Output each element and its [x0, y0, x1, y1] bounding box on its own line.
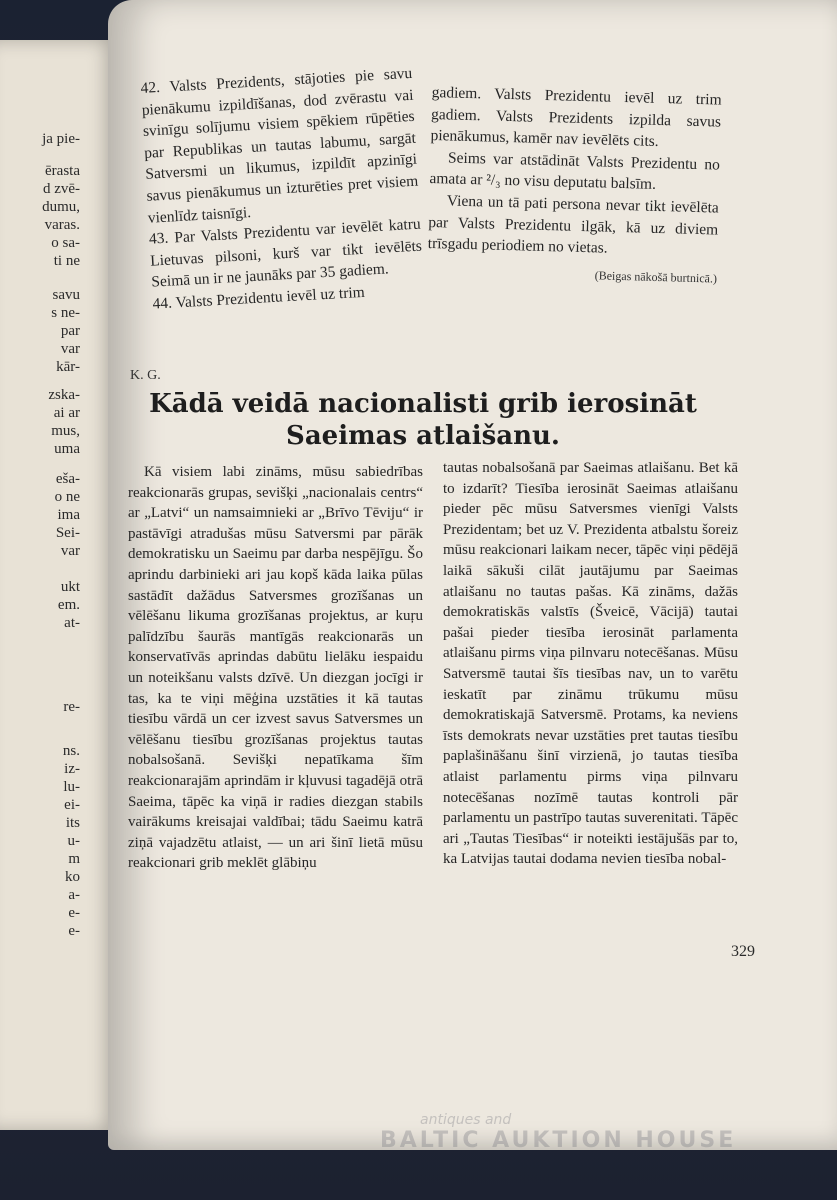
left-page-fragment: ai ar [53, 405, 80, 421]
left-page-fragment: e- [68, 905, 80, 921]
author-initials: K. G. [130, 368, 161, 383]
left-page-fragment: em. [57, 597, 80, 613]
left-page-fragment: re- [63, 699, 80, 715]
left-page-fragment: ei- [64, 797, 80, 813]
left-page-fragment: o sa- [51, 235, 80, 251]
left-page-fragment: dumu, [42, 199, 80, 215]
statute-paragraph-2: Seims var atstādināt Valsts Prezidentu no amata ar ²/₃ no visu deputatu balsīm. [429, 149, 721, 194]
left-page-fragment: d zvē- [42, 181, 80, 197]
left-page-fragment: its [65, 815, 80, 831]
left-page-fragment: kār- [56, 359, 80, 375]
page-number: 329 [731, 943, 755, 960]
left-page-fragment: u- [67, 833, 80, 849]
article-left-column [128, 462, 423, 874]
left-page-fragment: ns. [62, 743, 80, 759]
article-right-column [443, 458, 738, 870]
left-page-fragment: iz- [64, 761, 80, 777]
left-page-fragment: ja pie- [42, 131, 80, 147]
watermark-line-1: antiques and [420, 1112, 512, 1128]
left-page-fragment: Sei- [55, 525, 80, 541]
left-page-fragment: varas. [44, 217, 80, 233]
left-page-fragment: ērasta [45, 163, 80, 179]
auction-watermark [380, 1112, 780, 1153]
article-right-text: tautas nobalsošanā par Saeimas atlaišanu. Bet kā to izdarīt? Tiesība ierosināt Saeimas atlaišanu pieder pēc mūsu Satversmes vienīgi Valsts Prezidentam; bet uz V. Prezidenta atbalstu šoreiz mūsu reakcionari laikam necer, tāpēc viņi pēdējā laikā sākuši cilāt jautājumu par Saeimas atlaišanu no tautas pašas. Kā zināms, dažās demokratiskās valstīs (Šveicē, Vācijā) tautai pašai pieder tiesība ierosināt parlamenta atlaišanu pirms viņa pilnvaru notecēšanas. Mūsu Satversmē tautai šīs tiesības nav, un to varētu ieskatīt par zināmu trūkumu mūsu demokratiskajā Satversmē. Protams, ka neviens īsts demokrats nevar uzstāties pret tautas tiesību paplašināšanu šinī virzienā, jo tautas tiesība atlaist parlamentu pirms viņa pilnvaru notecēšanas nozīmē tautas kontroli pār parlamentu un pastrīpo tautas suverenitati. Tāpēc ari „Tautas Tiesības“ ir noteikti iestājušās par to, ka Latvijas tautai dodama nevien tiesība nobal- [443, 460, 738, 868]
left-page-fragment: ti ne [53, 253, 80, 269]
left-page-fragment: ko [65, 869, 80, 885]
left-page-fragment: ima [57, 507, 80, 523]
left-page-fragment: var [60, 341, 80, 357]
left-page-fragment: savu [52, 287, 80, 303]
statute-paragraph-1: gadiem. Valsts Prezidentu ievēl uz trim gadiem. Valsts Prezidents izpilda savus pienākumus, kamēr nav ievēlēts cits. [430, 83, 722, 151]
left-page-edge [0, 40, 121, 1130]
continuation-note: (Beigas nākošā burtnicā.) [594, 268, 718, 286]
statute-articles-42-44: 42. Valsts Prezidents, stājoties pie savu pienākumu izpildīšanas, dod zvērastu vai svinīgu solījumu visiem spēkiem rūpēties par Republikas un tautas labumu, sargāt Satversmi un likumus, izpildīt apzinīgi savus pienākumus un izturēties pret visiem vienlīdz taisnīgi. 43. Par Valsts Prezidentu var ievēlēt katru Lietuvas pilsoni, kurš var tikt ievēlēts Seimā un ir ne jaunāks par 35 gadiem. 44. Valsts Prezidentu ievēl uz trim [140, 64, 423, 313]
left-page-fragment: e- [68, 923, 80, 939]
left-page-fragment: eša- [55, 471, 80, 487]
left-page-fragment: mus, [51, 423, 80, 439]
watermark-line-2: BALTIC AUKTION HOUSE [380, 1128, 737, 1153]
article-left-text: Kā visiem labi zināms, mūsu sabiedrības reakcionarās grupas, sevišķi „nacionalais centrs“ ar „Latvi“ un namsaimnieki ar „Brīvo Tēviju“ ir pastāvīgi atradušas mūsu Satversmi par pārāk demokratisku un Saeimu par darba nespējīgu. Šo aprindu darbinieki ari jau kopš kāda laika pūlas sastādīt dažādus Satversmes grozīšanas un vēlēšanu likuma grozīšanas projektus, ar kuŗu palīdzību šaurās mantīgās reakcionarās un konservatīvās aprindas dabūtu lielāku iespaidu un noteikšanu valsts dzīvē. Un diezgan jocīgi ir tas, ka te viņi mēģina uzstāties it kā tautas tiesību vārdā un cer izvest savus Satversmes un vēlēšanu tiesību grozīšanas projektus tautas nobalsošanā. Sevišķi nepatīkama šīm reakcionarajām aprindām ir kļuvusi tagadējā otrā Saeima, tāpēc ka viņā ir radies diezgan stabils vairākums kreisajai valdībai; tādu Saeimu katrā ziņā vajadzētu atlaist, — un ari šinī lietā mūsu reakcionari grib meklēt glābiņu [128, 464, 423, 872]
left-page-fragment: o ne [54, 489, 80, 505]
top-right-column [427, 82, 722, 290]
left-page-fragment: m [68, 851, 80, 867]
top-left-column [140, 63, 425, 315]
statute-paragraph-3: Viena un tā pati persona nevar tikt ievēlēta par Valsts Prezidentu ilgāk, kā uz diviem trīsgadu periodiem no vietas. [427, 192, 720, 257]
left-page-fragment: var [60, 543, 80, 559]
left-page-fragment: s ne- [51, 305, 80, 321]
left-page-fragment: lu- [63, 779, 80, 795]
left-page-fragment: par [60, 323, 80, 339]
article-title: Kādā veidā nacionalisti grib ierosināt Saeimas atlaišanu. [149, 389, 697, 451]
left-page-fragment: at- [64, 615, 80, 631]
left-page-fragment: a- [68, 887, 80, 903]
left-page-fragment: ukt [60, 579, 80, 595]
left-page-fragment: zska- [48, 387, 80, 403]
left-page-fragment: uma [54, 441, 80, 457]
